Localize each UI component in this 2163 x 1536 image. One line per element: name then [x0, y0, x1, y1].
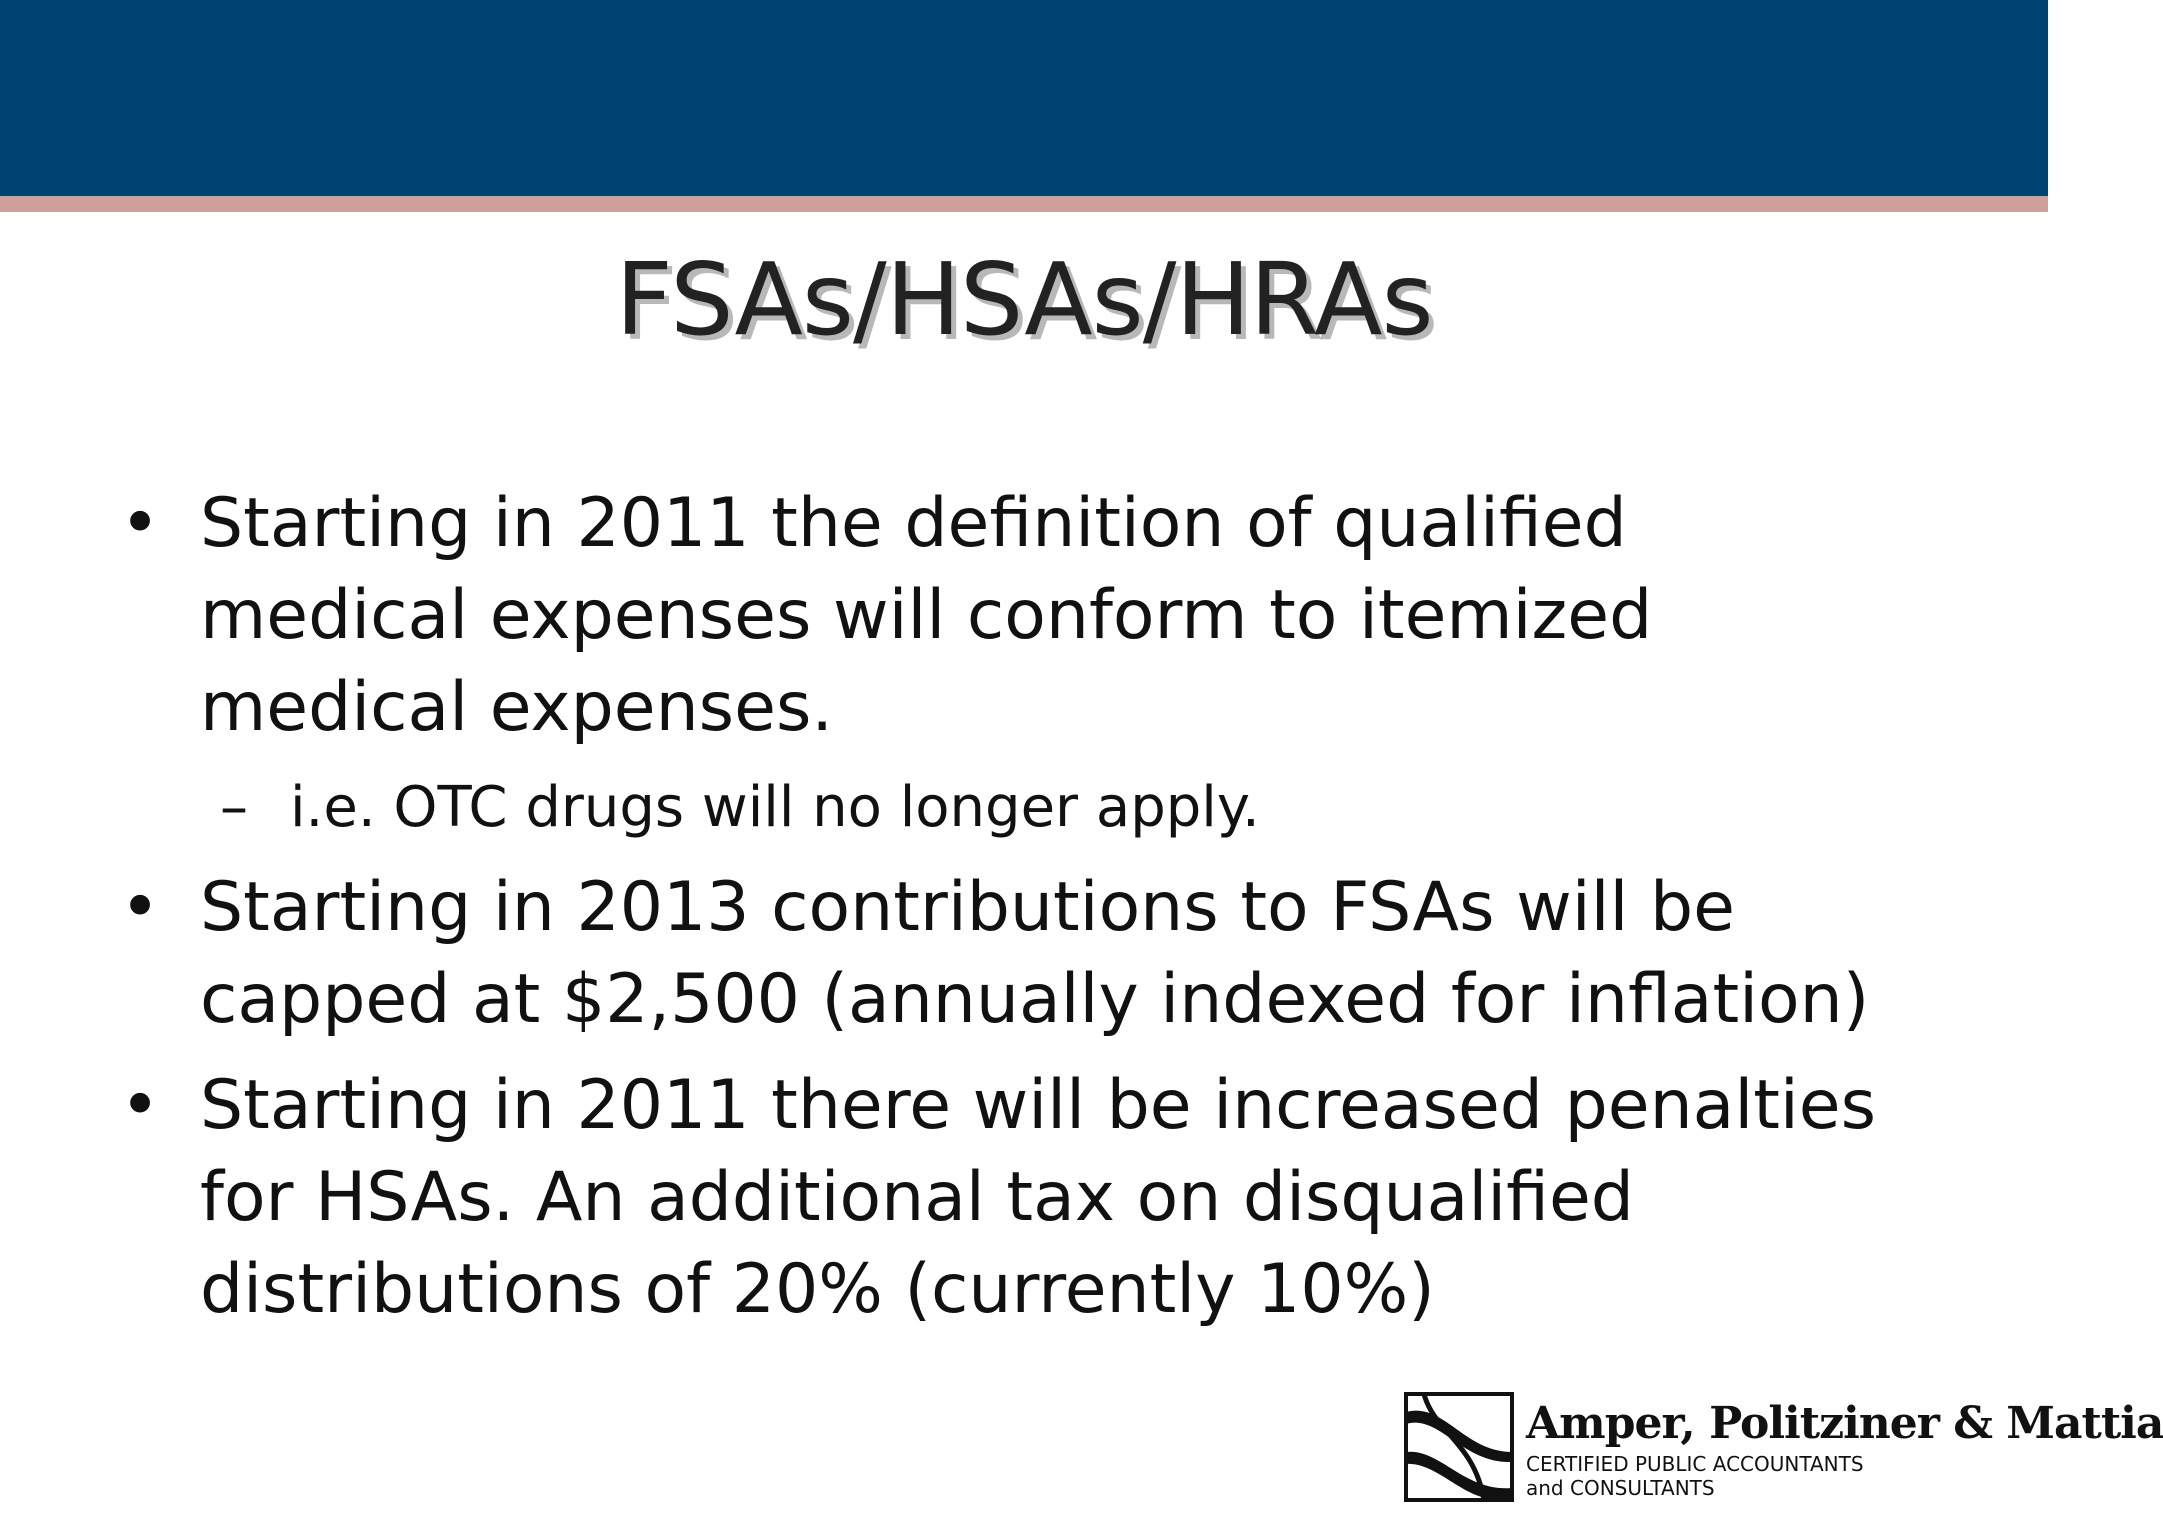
bullet-line: Starting in 2011 the definition of qualified: [200, 484, 1627, 563]
bullet-list: [120, 478, 2000, 1336]
bullet-line: distributions of 20% (currently 10%): [200, 1250, 1435, 1329]
logo-firm-name: Amper, Politziner & Mattia: [1526, 1398, 2163, 1449]
firm-logo: [1404, 1392, 2163, 1504]
bullet-line: capped at $2,500 (annually indexed for inflation): [200, 960, 1870, 1039]
bullet-item-2: [120, 862, 2000, 1046]
sub-bullet-text: i.e. OTC drugs will no longer apply.: [290, 775, 1260, 840]
bullet-line: medical expenses will conform to itemized: [200, 576, 1653, 655]
bullet-item-1: [120, 478, 2000, 754]
logo-tagline-2: and CONSULTANTS: [1526, 1476, 1715, 1500]
bullet-line: medical expenses.: [200, 668, 833, 747]
logo-tagline-1: CERTIFIED PUBLIC ACCOUNTANTS: [1526, 1452, 1864, 1476]
sub-bullet-marker: –: [220, 775, 248, 840]
bullet-line: Starting in 2011 there will be increased penalties: [200, 1066, 1877, 1145]
bullet-marker: •: [120, 484, 161, 563]
bullet-line: for HSAs. An additional tax on disqualified: [200, 1158, 1634, 1237]
slide-title: FSAs/HSAs/HRAs: [615, 241, 1433, 358]
logo-mark-icon: [1404, 1392, 1514, 1502]
bullet-marker: •: [120, 1066, 161, 1145]
accent-stripe: [0, 196, 2048, 212]
bullet-line: Starting in 2013 contributions to FSAs will be: [200, 868, 1736, 947]
header-band: [0, 0, 2048, 196]
sub-bullet-item: [120, 768, 2000, 848]
bullet-item-3: [120, 1060, 2000, 1336]
bullet-marker: •: [120, 868, 161, 947]
